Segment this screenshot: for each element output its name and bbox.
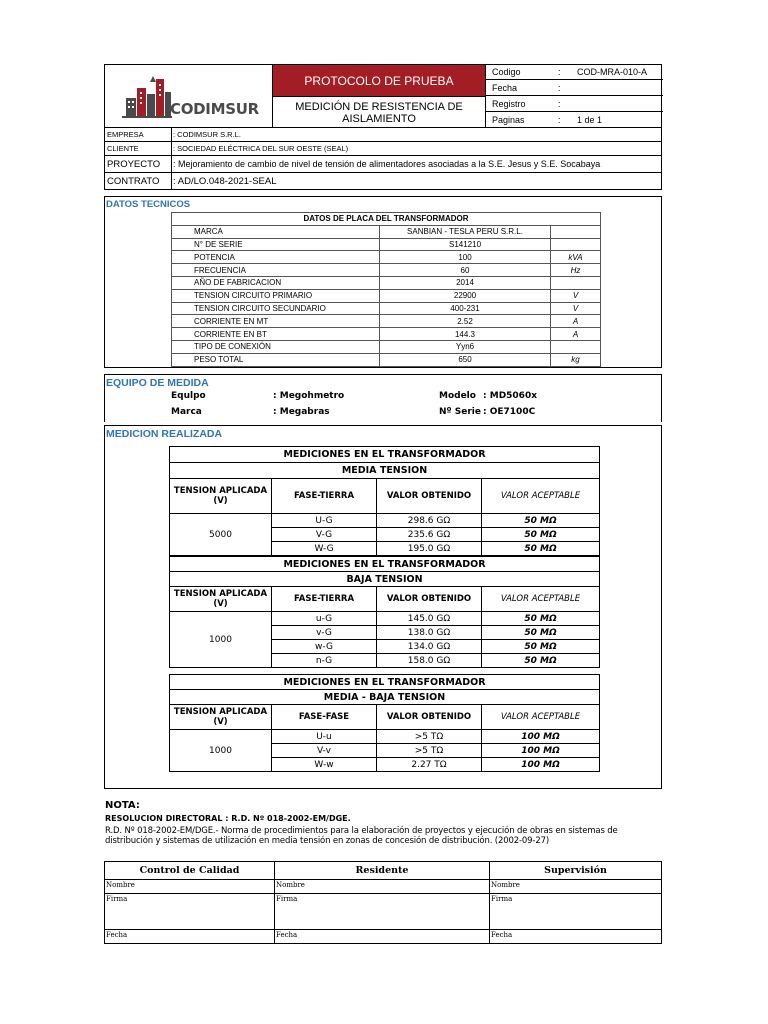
- contrato-label: CONTRATO: [107, 175, 160, 187]
- meta-row-registro: [486, 96, 663, 112]
- medicion-section: [104, 425, 662, 789]
- placa-label: POTENCIA: [172, 251, 380, 264]
- tension-value: 1000: [170, 612, 272, 668]
- label-divider: [171, 128, 172, 141]
- placa-row: [172, 289, 601, 302]
- empresa-value: : CODIMSUR S.R.L.: [173, 130, 241, 139]
- placa-row: [172, 276, 601, 289]
- acept-cell: 50 MΩ: [482, 654, 600, 668]
- placa-label: TENSION CIRCUITO SECUNDARIO: [172, 302, 380, 315]
- mt-header-row: [170, 479, 600, 514]
- info-block: [104, 128, 662, 190]
- placa-label: AÑO DE FABRICACION: [172, 276, 380, 289]
- col-supervision: Supervisión: [490, 862, 662, 880]
- mt-row: [170, 514, 600, 528]
- firma-field[interactable]: Firma: [105, 894, 275, 930]
- cliente-label: CLIENTE: [107, 144, 139, 153]
- placa-unit: kg: [551, 353, 601, 366]
- col-tension: TENSION APLICADA (V): [170, 587, 272, 612]
- placa-value: 100: [380, 251, 551, 264]
- proyecto-value: : Mejoramiento de cambio de nivel de tensión de alimentadores asociadas a la S.E. Jesus y S.E. Socabaya: [173, 159, 601, 169]
- placa-row: [172, 264, 601, 277]
- signature-table: [104, 861, 662, 944]
- banner-title: PROTOCOLO DE PRUEBA: [304, 73, 454, 88]
- nombre-field[interactable]: Nombre: [490, 880, 662, 894]
- medicion-table-bt: [169, 556, 600, 668]
- meta-label: Codigo: [492, 66, 521, 77]
- fecha-field[interactable]: Fecha: [490, 930, 662, 944]
- nota-line2: distribución y sistemas de utilización en media tensión en zonas de concesión de distribución. (2002-09-27): [105, 836, 550, 846]
- meta-sep: :: [558, 98, 561, 109]
- valor-cell: 134.0 GΩ: [377, 640, 482, 654]
- placa-value: Yyn6: [380, 340, 551, 353]
- modelo-value: : MD5060x: [483, 391, 538, 401]
- placa-row: [172, 353, 601, 366]
- equipo-value: : Megohmetro: [273, 391, 345, 401]
- meta-row-codigo: [486, 64, 663, 80]
- col-fase: FASE-TIERRA: [272, 587, 377, 612]
- placa-value: SANBIAN - TESLA PERU S.R.L.: [380, 225, 551, 238]
- placa-unit: A: [551, 315, 601, 328]
- acept-cell: 50 MΩ: [482, 612, 600, 626]
- label-divider: [171, 173, 172, 189]
- placa-unit: [551, 276, 601, 289]
- placa-unit: Hz: [551, 264, 601, 277]
- placa-unit: kVA: [551, 251, 601, 264]
- placa-row: [172, 251, 601, 264]
- acept-cell: 50 MΩ: [482, 640, 600, 654]
- fase-cell: V-v: [272, 744, 377, 758]
- placa-label: PESO TOTAL: [172, 353, 380, 366]
- col-fase: FASE-TIERRA: [272, 479, 377, 514]
- signature-nombre-row: [105, 880, 662, 894]
- acept-cell: 100 MΩ: [482, 758, 600, 772]
- signature-firma-row: [105, 894, 662, 930]
- medicion-table-mt-bt: [169, 674, 600, 772]
- logo-text: CODIMSUR: [170, 100, 259, 118]
- placa-row: [172, 302, 601, 315]
- placa-row: [172, 315, 601, 328]
- mt-title: MEDICIONES EN EL TRANSFORMADOR: [170, 447, 600, 463]
- medicion-title: MEDICION REALIZADA: [106, 428, 223, 440]
- col-acept: VALOR ACEPTABLE: [482, 479, 600, 514]
- placa-unit: [551, 340, 601, 353]
- placa-label: CORRIENTE EN BT: [172, 328, 380, 341]
- meta-row-paginas: [486, 112, 663, 128]
- fase-cell: u-G: [272, 612, 377, 626]
- valor-cell: 138.0 GΩ: [377, 626, 482, 640]
- tension-value: 5000: [170, 514, 272, 556]
- meta-value: 1 de 1: [577, 115, 603, 125]
- placa-label: MARCA: [172, 225, 380, 238]
- col-valor: VALOR OBTENIDO: [377, 587, 482, 612]
- meta-row-fecha: [486, 80, 663, 96]
- meta-label: Paginas: [492, 115, 525, 125]
- placa-label: TIPO DE CONEXIÓN: [172, 340, 380, 353]
- placa-unit: V: [551, 302, 601, 315]
- mtbt-row: [170, 730, 600, 744]
- empresa-label: EMPRESA: [107, 130, 144, 139]
- signature-fecha-row: [105, 930, 662, 944]
- mt-title-row: [170, 447, 600, 463]
- col-acept: VALOR ACEPTABLE: [482, 587, 600, 612]
- medicion-table-mt: [169, 446, 600, 556]
- nombre-field[interactable]: Nombre: [105, 880, 275, 894]
- placa-row: [172, 340, 601, 353]
- equipo-section: [104, 374, 662, 422]
- mt-subtitle-row: [170, 463, 600, 479]
- col-tension: TENSION APLICADA (V): [170, 705, 272, 730]
- placa-value: 60: [380, 264, 551, 277]
- bt-header-row: [170, 587, 600, 612]
- nota-section: [105, 800, 665, 852]
- empresa-row: [105, 128, 661, 142]
- fase-cell: V-G: [272, 528, 377, 542]
- placa-value: 650: [380, 353, 551, 366]
- fase-cell: W-G: [272, 542, 377, 556]
- company-logo: [120, 74, 270, 120]
- label-divider: [171, 156, 172, 172]
- nota-title: NOTA:: [105, 800, 140, 811]
- col-valor: VALOR OBTENIDO: [377, 479, 482, 514]
- placa-unit: V: [551, 289, 601, 302]
- acept-cell: 100 MΩ: [482, 730, 600, 744]
- placa-label: TENSION CIRCUITO PRIMARIO: [172, 289, 380, 302]
- nombre-field[interactable]: Nombre: [275, 880, 490, 894]
- acept-cell: 100 MΩ: [482, 744, 600, 758]
- placa-table-header: [172, 213, 601, 226]
- bt-title-row: [170, 557, 600, 572]
- fase-cell: W-w: [272, 758, 377, 772]
- nota-line1: R.D. Nº 018-2002-EM/DGE.- Norma de procedimientos para la elaboración de proyectos y ejecución de obras en sistemas de: [105, 826, 618, 836]
- valor-cell: 298.6 GΩ: [377, 514, 482, 528]
- placa-value: 144.3: [380, 328, 551, 341]
- bt-subtitle: BAJA TENSION: [170, 572, 600, 587]
- firma-field[interactable]: Firma: [490, 894, 662, 930]
- col-control-calidad: Control de Calidad: [105, 862, 275, 880]
- placa-value: 2014: [380, 276, 551, 289]
- mtbt-title-row: [170, 675, 600, 690]
- placa-unit: [551, 238, 601, 251]
- fase-cell: U-G: [272, 514, 377, 528]
- col-acept: VALOR ACEPTABLE: [482, 705, 600, 730]
- placa-label: CORRIENTE EN MT: [172, 315, 380, 328]
- meta-label: Fecha: [492, 82, 518, 93]
- valor-cell: >5 TΩ: [377, 744, 482, 758]
- acept-cell: 50 MΩ: [482, 528, 600, 542]
- valor-cell: 158.0 GΩ: [377, 654, 482, 668]
- subtitle-box: [272, 96, 485, 128]
- cliente-value: : SOCIEDAD ELÉCTRICA DEL SUR OESTE (SEAL): [173, 144, 349, 153]
- contrato-value: : AD/LO.048-2021-SEAL: [173, 175, 277, 187]
- placa-table-title: DATOS DE PLACA DEL TRANSFORMADOR: [172, 213, 601, 226]
- valor-cell: 2.27 TΩ: [377, 758, 482, 772]
- fase-cell: n-G: [272, 654, 377, 668]
- mtbt-title: MEDICIONES EN EL TRANSFORMADOR: [170, 675, 600, 690]
- mtbt-subtitle: MEDIA - BAJA TENSION: [170, 690, 600, 705]
- header-meta: [485, 64, 662, 128]
- subtitle-line1: MEDICIÓN DE RESISTENCIA DE: [295, 100, 463, 113]
- placa-label: N° DE SERIE: [172, 238, 380, 251]
- serie-label: Nº Serie: [439, 407, 481, 417]
- mtbt-header-row: [170, 705, 600, 730]
- fecha-field[interactable]: Fecha: [105, 930, 275, 944]
- bt-row: [170, 612, 600, 626]
- equipo-title: EQUIPO DE MEDIDA: [106, 377, 209, 389]
- mt-subtitle: MEDIA TENSION: [170, 463, 600, 479]
- datos-tecnicos-section: [104, 196, 662, 368]
- nota-resolucion: RESOLUCION DIRECTORAL : R.D. Nº 018-2002-EM/DGE.: [105, 814, 351, 823]
- acept-cell: 50 MΩ: [482, 626, 600, 640]
- placa-unit: [551, 225, 601, 238]
- marca-value: : Megabras: [273, 407, 330, 417]
- placa-label: FRECUENCIA: [172, 264, 380, 277]
- placa-unit: A: [551, 328, 601, 341]
- equipo-label: Equlpo: [171, 391, 206, 401]
- serie-value: : OE7100C: [483, 407, 536, 417]
- contrato-row: [105, 173, 661, 189]
- valor-cell: 195.0 GΩ: [377, 542, 482, 556]
- fase-cell: U-u: [272, 730, 377, 744]
- placa-row: [172, 225, 601, 238]
- valor-cell: >5 TΩ: [377, 730, 482, 744]
- bt-subtitle-row: [170, 572, 600, 587]
- fecha-field[interactable]: Fecha: [275, 930, 490, 944]
- title-banner: [272, 64, 485, 96]
- valor-cell: 145.0 GΩ: [377, 612, 482, 626]
- proyecto-row: [105, 156, 661, 173]
- firma-field[interactable]: Firma: [275, 894, 490, 930]
- proyecto-label: PROYECTO: [107, 158, 161, 170]
- col-valor: VALOR OBTENIDO: [377, 705, 482, 730]
- subtitle-line2: AISLAMIENTO: [342, 112, 416, 125]
- valor-cell: 235.6 GΩ: [377, 528, 482, 542]
- fase-cell: v-G: [272, 626, 377, 640]
- meta-sep: :: [558, 115, 561, 125]
- placa-value: S141210: [380, 238, 551, 251]
- col-tension: TENSION APLICADA (V): [170, 479, 272, 514]
- meta-value: COD-MRA-010-A: [577, 66, 648, 77]
- placa-value: 400-231: [380, 302, 551, 315]
- meta-label: Registro: [492, 98, 526, 109]
- tension-value: 1000: [170, 730, 272, 772]
- placa-row: [172, 238, 601, 251]
- acept-cell: 50 MΩ: [482, 542, 600, 556]
- bt-title: MEDICIONES EN EL TRANSFORMADOR: [170, 557, 600, 572]
- placa-table: [171, 212, 601, 367]
- col-residente: Residente: [275, 862, 490, 880]
- acept-cell: 50 MΩ: [482, 514, 600, 528]
- mtbt-subtitle-row: [170, 690, 600, 705]
- marca-label: Marca: [171, 407, 202, 417]
- meta-sep: :: [558, 82, 561, 93]
- placa-row: [172, 328, 601, 341]
- cliente-row: [105, 142, 661, 156]
- signature-header: [105, 862, 662, 880]
- datos-tecnicos-title: DATOS TECNICOS: [106, 199, 191, 210]
- meta-sep: :: [558, 66, 561, 77]
- placa-value: 2.52: [380, 315, 551, 328]
- col-fase: FASE-FASE: [272, 705, 377, 730]
- label-divider: [171, 142, 172, 155]
- fase-cell: w-G: [272, 640, 377, 654]
- placa-value: 22900: [380, 289, 551, 302]
- modelo-label: Modelo: [439, 391, 476, 401]
